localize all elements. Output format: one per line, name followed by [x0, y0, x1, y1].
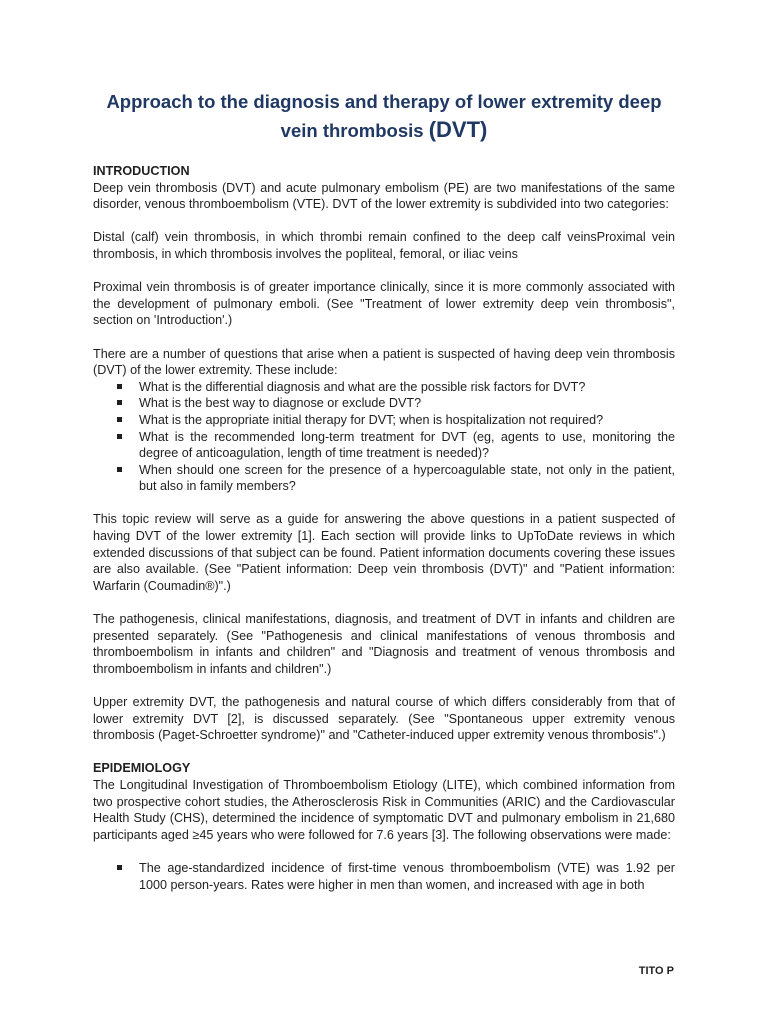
title-main: Approach to the diagnosis and therapy of lower extremity deep vein thrombosis [106, 91, 662, 141]
intro-paragraph-4: There are a number of questions that arise when a patient is suspected of having deep vein thrombosis (DVT) of the lower extremity. These include: [93, 346, 675, 378]
list-item: What is the best way to diagnose or exclude DVT? [93, 395, 675, 412]
bullet-square-icon [117, 384, 122, 389]
intro-paragraph-7: Upper extremity DVT, the pathogenesis and natural course of which differs considerably from that of lower extremity DVT [2], is discussed separately. (See "Spontaneous upper extremity venous thrombosis (Paget-Schroetter syndrome)" and "Catheter-induced upper extremity venous thrombosis".) [93, 695, 675, 743]
document-title [94, 88, 674, 145]
section-heading-epidemiology: EPIDEMIOLOGY [93, 761, 191, 776]
bullet-square-icon [117, 865, 122, 870]
epidemiology-paragraph-1: The Longitudinal Investigation of Thromboembolism Etiology (LITE), which combined information from two prospective cohort studies, the Atherosclerosis Risk in Communities (ARIC) and the Cardiovascular Health Study (CHS), determined the incidence of symptomatic DVT and pulmonary embolism in 21,680 participants aged ≥45 years who were followed for 7.6 years [3]. The following observations were made: [93, 777, 675, 842]
bullet-square-icon [117, 467, 122, 472]
list-item: What is the differential diagnosis and what are the possible risk factors for DVT? [93, 379, 675, 396]
questions-list [93, 379, 675, 495]
list-item: When should one screen for the presence of a hypercoagulable state, not only in the patient, but also in family members? [93, 462, 675, 495]
list-item: The age-standardized incidence of first-time venous thromboembolism (VTE) was 1.92 per 1000 person-years. Rates were higher in men than women, and increased with age in both [93, 860, 675, 893]
intro-paragraph-5: This topic review will serve as a guide for answering the above questions in a patient suspected of having DVT of the lower extremity [1]. Each section will provide links to UpToDate reviews in which extended discussions of that subject can be found. Patient information documents covering these issues are also available. (See "Patient information: Deep vein thrombosis (DVT)" and "Patient information: Warfarin (Coumadin®)".) [93, 512, 675, 593]
bullet-square-icon [117, 400, 122, 405]
title-abbreviation: (DVT) [428, 117, 488, 142]
observations-list [93, 860, 675, 893]
document-body [93, 163, 675, 893]
bullet-square-icon [117, 434, 122, 439]
intro-paragraph-3: Proximal vein thrombosis is of greater importance clinically, since it is more commonly associated with the development of pulmonary emboli. (See "Treatment of lower extremity deep vein thrombosis", section on 'Introduction'.) [93, 280, 675, 328]
list-item: What is the recommended long-term treatment for DVT (eg, agents to use, monitoring the degree of anticoagulation, length of time treatment is needed)? [93, 429, 675, 462]
bullet-square-icon [117, 417, 122, 422]
list-item: What is the appropriate initial therapy for DVT; when is hospitalization not required? [93, 412, 675, 429]
intro-paragraph-1: Deep vein thrombosis (DVT) and acute pulmonary embolism (PE) are two manifestations of the same disorder, venous thromboembolism (VTE). DVT of the lower extremity is subdivided into two categories: [93, 180, 675, 212]
section-heading-introduction: INTRODUCTION [93, 164, 190, 178]
intro-paragraph-6: The pathogenesis, clinical manifestations, diagnosis, and treatment of DVT in infants and children are presented separately. (See "Pathogenesis and clinical manifestations of venous thrombosis and thromboembolism in infants and children" and "Diagnosis and treatment of venous thrombosis and thromboembolism in infants and children".) [93, 612, 675, 676]
intro-paragraph-2: Distal (calf) vein thrombosis, in which thrombi remain confined to the deep calf veinsProximal vein thrombosis, in which thrombosis involves the popliteal, femoral, or iliac veins [93, 230, 675, 261]
footer-author: TITO P [638, 965, 674, 977]
